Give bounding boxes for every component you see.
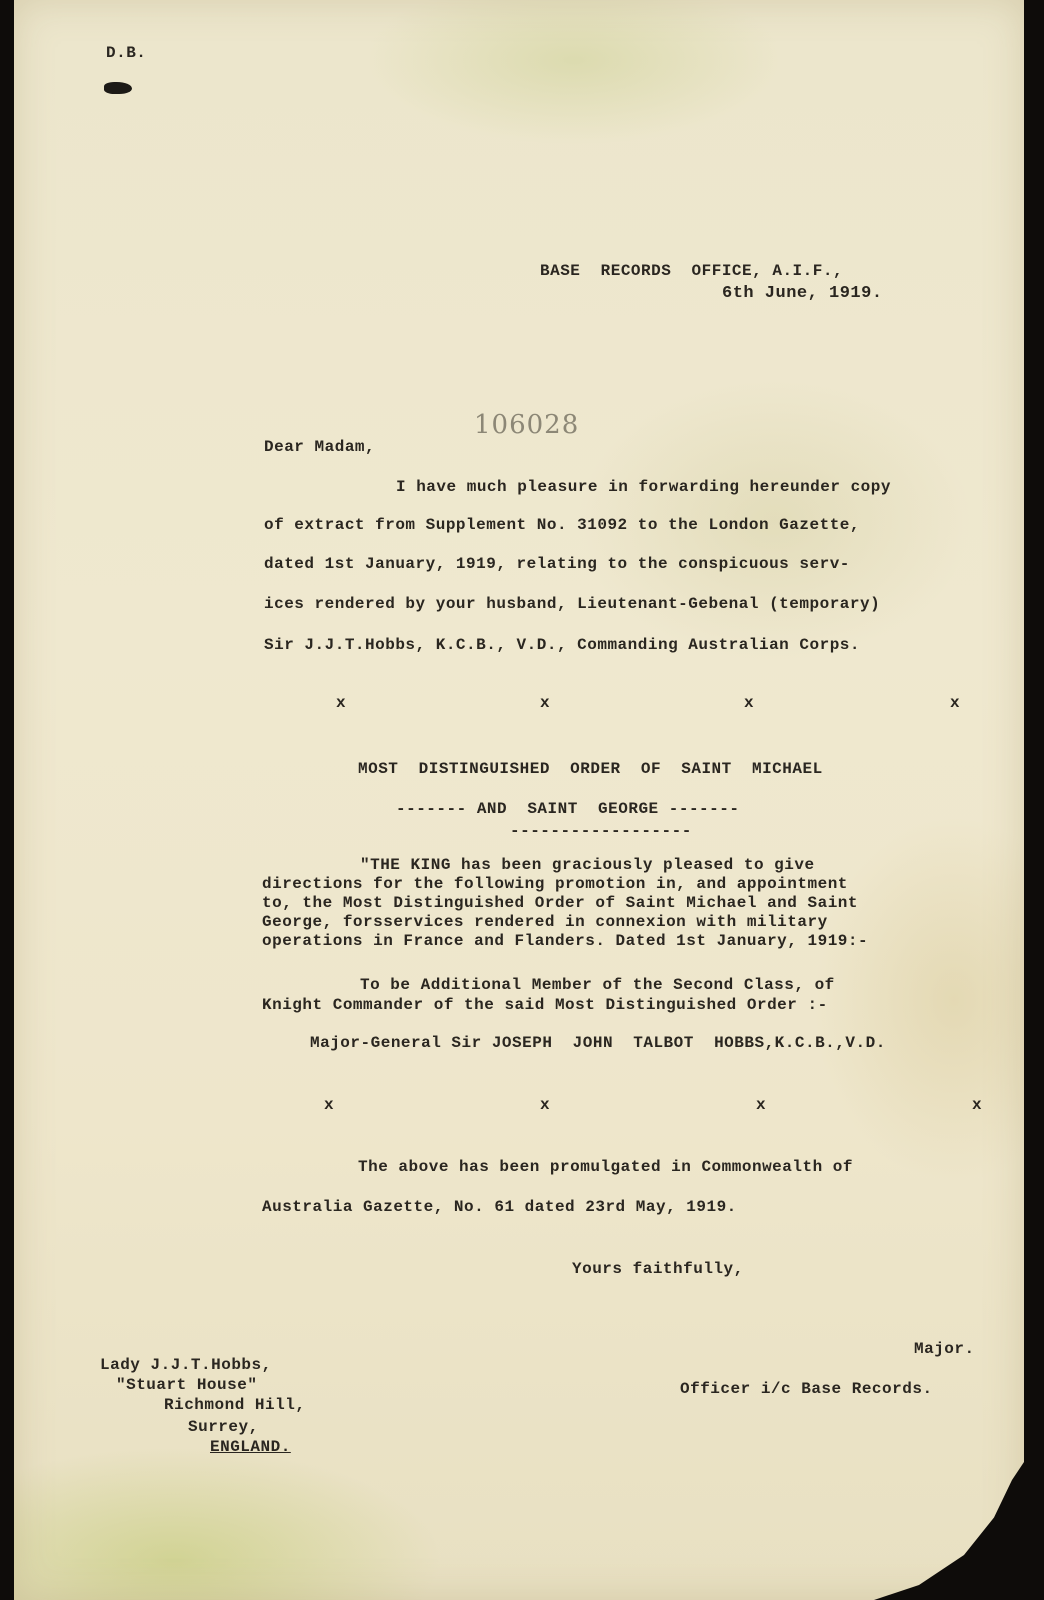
citation-line: George, forsservices rendered in connexion with military bbox=[262, 913, 828, 931]
closing: Yours faithfully, bbox=[572, 1260, 744, 1278]
class-line: Knight Commander of the said Most Distinguished Order :- bbox=[262, 996, 828, 1014]
signature-title: Officer i/c Base Records. bbox=[680, 1380, 933, 1398]
address-house: "Stuart House" bbox=[116, 1376, 258, 1394]
separator-mark: x bbox=[336, 694, 347, 712]
intro-line: of extract from Supplement No. 31092 to the London Gazette, bbox=[264, 516, 860, 534]
address-country: ENGLAND. bbox=[210, 1438, 291, 1456]
class-line: To be Additional Member of the Second Class, of bbox=[360, 976, 835, 994]
separator-mark: x bbox=[324, 1096, 335, 1114]
separator-mark: x bbox=[950, 694, 961, 712]
file-number-stamp: 106028 bbox=[474, 410, 580, 440]
signature-rank: Major. bbox=[914, 1340, 975, 1358]
separator-mark: x bbox=[756, 1096, 767, 1114]
office-heading: BASE RECORDS OFFICE, A.I.F., bbox=[540, 262, 844, 280]
separator-mark: x bbox=[744, 694, 755, 712]
letter-date: 6th June, 1919. bbox=[722, 284, 883, 303]
address-county: Surrey, bbox=[188, 1418, 259, 1436]
ink-blot bbox=[104, 82, 132, 94]
promulgation-line: Australia Gazette, No. 61 dated 23rd May, 1919. bbox=[262, 1198, 737, 1216]
citation-line: to, the Most Distinguished Order of Saint Michael and Saint bbox=[262, 894, 858, 912]
intro-line: I have much pleasure in forwarding hereunder copy bbox=[396, 478, 891, 496]
separator-mark: x bbox=[540, 694, 551, 712]
citation-line: "THE KING has been graciously pleased to give bbox=[360, 856, 815, 874]
address-name: Lady J.J.T.Hobbs, bbox=[100, 1356, 272, 1374]
citation-line: directions for the following promotion in, and appointment bbox=[262, 875, 848, 893]
intro-line: dated 1st January, 1919, relating to the conspicuous serv- bbox=[264, 555, 850, 573]
separator-mark: x bbox=[972, 1096, 983, 1114]
letter-page bbox=[14, 0, 1024, 1600]
torn-corner bbox=[874, 1450, 1024, 1600]
initials: D.B. bbox=[106, 44, 147, 62]
citation-line: operations in France and Flanders. Dated 1st January, 1919:- bbox=[262, 932, 869, 950]
salutation: Dear Madam, bbox=[264, 438, 376, 456]
order-title-line-2: ------- AND SAINT GEORGE ------- bbox=[396, 800, 740, 818]
intro-line: ices rendered by your husband, Lieutenant-Gebenal (temporary) bbox=[264, 595, 881, 613]
address-street: Richmond Hill, bbox=[164, 1396, 306, 1414]
intro-line: Sir J.J.T.Hobbs, K.C.B., V.D., Commanding Australian Corps. bbox=[264, 636, 860, 654]
order-title-line-1: MOST DISTINGUISHED ORDER OF SAINT MICHAEL bbox=[358, 760, 823, 778]
separator-mark: x bbox=[540, 1096, 551, 1114]
order-title-underline: ------------------ bbox=[510, 822, 692, 840]
promulgation-line: The above has been promulgated in Commonwealth of bbox=[358, 1158, 853, 1176]
recipient-line: Major-General Sir JOSEPH JOHN TALBOT HOBBS,K.C.B.,V.D. bbox=[310, 1034, 886, 1052]
